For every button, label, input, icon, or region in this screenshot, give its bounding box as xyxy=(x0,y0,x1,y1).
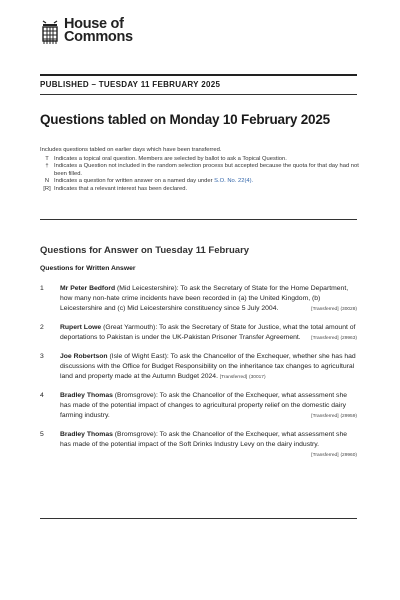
note-text: Indicates that a relevant interest has been declared. xyxy=(54,185,188,192)
question-text: To ask the Chancellor of the Exchequer, what assessment she has made of the potential impact of changes to agricultural property relief on the domestic dairy farming industry. xyxy=(60,392,348,419)
transferred-tag: [Transferred] xyxy=(311,307,339,312)
constituency: (Great Yarmouth): xyxy=(103,324,158,331)
transferred-tag: [Transferred] xyxy=(311,453,339,458)
constituency: (Bromsgrove): xyxy=(114,392,158,399)
question-ref: (29960) xyxy=(340,453,357,458)
standing-order-link[interactable]: S.O. No. 22(4). xyxy=(214,178,254,184)
note-row-interest xyxy=(40,186,360,194)
question-number: 5 xyxy=(40,431,44,438)
note-symbol: T xyxy=(45,155,49,162)
note-text: Indicates a topical oral question. Members are selected by ballot to ask a Topical Question. xyxy=(54,155,287,162)
question-ref: (30017) xyxy=(249,375,266,380)
page-title: Questions tabled on Monday 10 February 2025 xyxy=(40,112,330,127)
note-symbol: N xyxy=(44,178,50,184)
note-text: Indicates a question for written answer on a named day under xyxy=(54,178,215,184)
question-number: 2 xyxy=(40,324,44,331)
note-text: Indicates a Question not included in the random selection process but accepted because the quota for that day had not been filled. xyxy=(54,163,359,177)
question-item xyxy=(40,323,357,344)
question-ref: (29959) xyxy=(340,414,357,419)
member-name: Joe Robertson xyxy=(60,353,108,360)
notes-intro: Includes questions tabled on earlier days which have been transferred. xyxy=(40,147,222,153)
question-item xyxy=(40,352,357,383)
question-text: To ask the Secretary of State for Justice, what the total amount of deportations to Pakistan is under the UK-Pakistan Prisoner Transfer Agreement. xyxy=(60,324,356,341)
question-text: To ask the Chancellor of the Exchequer, what assessment she has made of the potential impact of the Soft Drinks Industry Levy on the dairy industry. xyxy=(60,431,348,448)
section-heading: Questions for Answer on Tuesday 11 February xyxy=(40,245,250,256)
question-text: To ask the Secretary of State for the Home Department, how many non-hate crime incidents have been recorded in (a) the United Kingdom, (b) Leicestershire and (c) Mid Leicestershire constituency since 5 July 2004. xyxy=(60,285,349,312)
question-ref: (29963) xyxy=(340,336,357,341)
note-row-dagger xyxy=(40,163,360,178)
logo-line-2: Commons xyxy=(64,29,133,45)
portcullis-icon xyxy=(40,18,60,46)
published-bottom-rule xyxy=(40,94,357,95)
footer-divider xyxy=(40,518,357,519)
sub-heading: Questions for Written Answer xyxy=(40,265,136,272)
note-symbol: [R] xyxy=(43,185,51,192)
question-ref: (30028) xyxy=(340,307,357,312)
note-symbol: † xyxy=(45,163,49,169)
question-number: 3 xyxy=(40,353,44,360)
question-text: To ask the Chancellor of the Exchequer, whether she has had discussions with the Office for Budget Responsibility on the inheritance tax changes to agricultural land and property made at the Autumn Budget 2024. xyxy=(60,353,356,380)
symbol-key xyxy=(40,147,360,193)
question-item xyxy=(40,284,357,315)
transferred-tag: [Transferred] xyxy=(219,375,248,380)
house-of-commons-logo xyxy=(40,18,133,46)
constituency: (Isle of Wight East): xyxy=(109,353,169,360)
published-top-rule xyxy=(40,74,357,76)
member-name: Mr Peter Bedford xyxy=(60,285,116,292)
note-row-named-day xyxy=(40,178,360,186)
logo-wordmark xyxy=(64,18,133,44)
transferred-tag: [Transferred] xyxy=(311,336,339,341)
published-date: PUBLISHED – TUESDAY 11 FEBRUARY 2025 xyxy=(40,80,221,89)
question-number: 1 xyxy=(40,285,44,292)
constituency: (Mid Leicestershire): xyxy=(117,285,179,292)
logo-line-1: House of xyxy=(64,16,124,32)
questions-list xyxy=(40,284,357,461)
question-item xyxy=(40,391,357,422)
section-divider xyxy=(40,219,357,220)
member-name: Bradley Thomas xyxy=(60,392,113,399)
member-name: Rupert Lowe xyxy=(60,324,102,331)
member-name: Bradley Thomas xyxy=(60,431,113,438)
note-row-topical xyxy=(40,156,360,164)
question-item xyxy=(40,430,357,461)
constituency: (Bromsgrove): xyxy=(114,431,158,438)
transferred-tag: [Transferred] xyxy=(311,414,339,419)
question-number: 4 xyxy=(40,392,44,399)
